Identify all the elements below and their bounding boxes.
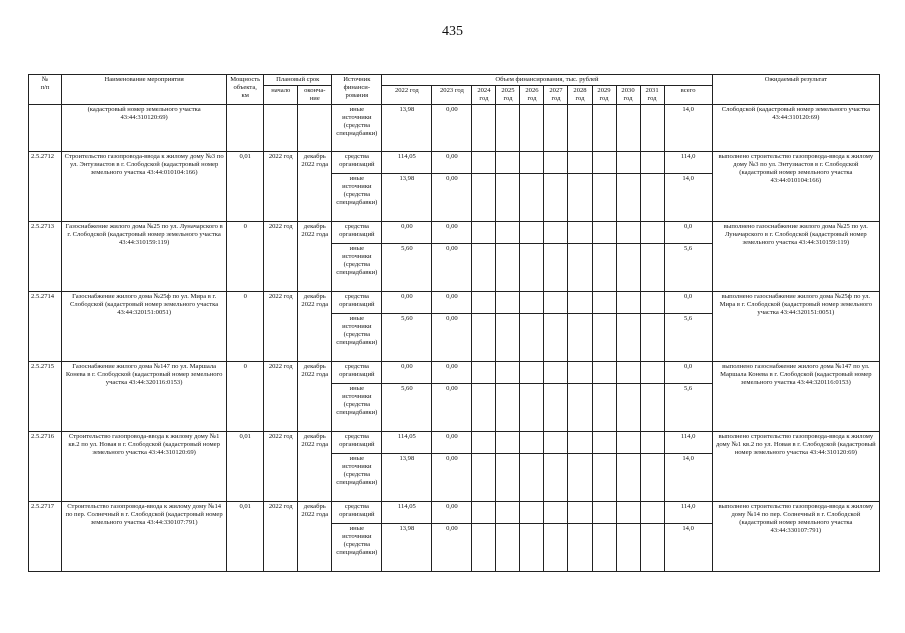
cell-2029 <box>592 502 616 524</box>
cell-total: 0,0 <box>664 292 712 314</box>
cell-2030 <box>616 432 640 454</box>
table-row <box>29 292 880 314</box>
cell-result: выполнено строительство газопровода-ввода к жилому дому №3 по ул. Энтузиастов в г. Слободской (кадастровый номер земельного участка 43:44:010104:166) <box>712 152 879 222</box>
cell-source: иные источники (средства спецнадбавки) <box>332 174 382 222</box>
cell-2023: 0,00 <box>432 502 472 524</box>
header-year-2025: 2025 год <box>496 86 520 105</box>
cell-2023: 0,00 <box>432 524 472 572</box>
cell-2026 <box>520 502 544 524</box>
cell-2030 <box>616 174 640 222</box>
cell-source: иные источники (средства спецнадбавки) <box>332 524 382 572</box>
cell-2023: 0,00 <box>432 362 472 384</box>
cell-source: средства организаций <box>332 222 382 244</box>
header-result: Ожидаемый результат <box>712 75 879 105</box>
cell-2029 <box>592 292 616 314</box>
cell-2025 <box>496 244 520 292</box>
cell-2022: 13,98 <box>382 524 432 572</box>
cell-2030 <box>616 152 640 174</box>
cell-2027 <box>544 152 568 174</box>
cell-2022: 0,00 <box>382 292 432 314</box>
header-year-2028: 2028 год <box>568 86 592 105</box>
cell-2028 <box>568 174 592 222</box>
header-start: начало <box>264 86 298 105</box>
header-year-2023: 2023 год <box>432 86 472 105</box>
cell-2028 <box>568 454 592 502</box>
cell-2025 <box>496 292 520 314</box>
cell-2026 <box>520 105 544 152</box>
cell-total: 5,6 <box>664 314 712 362</box>
cell-source: иные источники (средства спецнадбавки) <box>332 454 382 502</box>
cell-2022: 5,60 <box>382 314 432 362</box>
cell-result: выполнено газоснабжение жилого дома №25ф по ул. Мира в г. Слободской (кадастровый номер земельного участка 43:44:320151:0051) <box>712 292 879 362</box>
cell-2025 <box>496 524 520 572</box>
cell-2027 <box>544 292 568 314</box>
header-funding: Объем финансирования, тыс. рублей <box>382 75 712 86</box>
cell-2022: 114,05 <box>382 432 432 454</box>
cell-2024 <box>472 244 496 292</box>
header-year-2026: 2026 год <box>520 86 544 105</box>
header-year-2022: 2022 год <box>382 86 432 105</box>
page-number: 435 <box>442 24 463 39</box>
cell-end: декабрь 2022 года <box>298 432 332 502</box>
cell-2028 <box>568 432 592 454</box>
cell-2026 <box>520 222 544 244</box>
cell-total: 0,0 <box>664 362 712 384</box>
cell-result: Слободской (кадастровый номер земельного участка 43:44:310120:69) <box>712 105 879 152</box>
cell-no: 2.5.2716 <box>29 432 62 502</box>
cell-2028 <box>568 314 592 362</box>
header-year-2031: 2031 год <box>640 86 664 105</box>
cell-2031 <box>640 244 664 292</box>
cell-2024 <box>472 314 496 362</box>
cell-total: 14,0 <box>664 524 712 572</box>
cell-no: 2.5.2717 <box>29 502 62 572</box>
cell-2024 <box>472 222 496 244</box>
cell-result: выполнено строительство газопровода-ввода к жилому дому №14 по пер. Солнечный в г. Слободской (кадастровый номер земельного участка 43:44:330107:791) <box>712 502 879 572</box>
cell-2029 <box>592 362 616 384</box>
cell-2024 <box>472 524 496 572</box>
cell-2024 <box>472 105 496 152</box>
cell-2027 <box>544 314 568 362</box>
cell-2029 <box>592 454 616 502</box>
cell-2030 <box>616 314 640 362</box>
cell-start: 2022 год <box>264 502 298 572</box>
cell-2024 <box>472 502 496 524</box>
cell-2031 <box>640 174 664 222</box>
cell-2025 <box>496 105 520 152</box>
cell-source: средства организаций <box>332 152 382 174</box>
cell-source: средства организаций <box>332 432 382 454</box>
header-name: Наименование мероприятия <box>62 75 227 105</box>
cell-2027 <box>544 384 568 432</box>
cell-2027 <box>544 362 568 384</box>
cell-2023: 0,00 <box>432 314 472 362</box>
cell-2023: 0,00 <box>432 244 472 292</box>
cell-2031 <box>640 314 664 362</box>
cell-2031 <box>640 454 664 502</box>
cell-2022: 0,00 <box>382 222 432 244</box>
header-capacity: Мощность объекта, км <box>227 75 264 105</box>
cell-2025 <box>496 384 520 432</box>
cell-2028 <box>568 384 592 432</box>
cell-2031 <box>640 524 664 572</box>
header-year-2029: 2029 год <box>592 86 616 105</box>
cell-2022: 5,60 <box>382 244 432 292</box>
cell-source: средства организаций <box>332 362 382 384</box>
cell-total: 14,0 <box>664 105 712 152</box>
cell-2025 <box>496 152 520 174</box>
cell-2024 <box>472 454 496 502</box>
cell-2029 <box>592 244 616 292</box>
cell-2026 <box>520 524 544 572</box>
cell-2025 <box>496 362 520 384</box>
cell-2027 <box>544 105 568 152</box>
cell-2030 <box>616 362 640 384</box>
cell-2031 <box>640 432 664 454</box>
cell-total: 5,6 <box>664 384 712 432</box>
cell-name: Строительство газопровода-ввода к жилому дому №14 по пер. Солнечный в г. Слободской (кадастровый номер земельного участка 43:44:330107:791) <box>62 502 227 572</box>
cell-capacity: 0,01 <box>227 152 264 222</box>
cell-2029 <box>592 432 616 454</box>
table-row <box>29 502 880 524</box>
cell-end: декабрь 2022 года <box>298 502 332 572</box>
cell-2022: 114,05 <box>382 152 432 174</box>
cell-2028 <box>568 524 592 572</box>
cell-source: иные источники (средства спецнадбавки) <box>332 384 382 432</box>
cell-2023: 0,00 <box>432 105 472 152</box>
cell-2022: 13,98 <box>382 105 432 152</box>
cell-2031 <box>640 384 664 432</box>
cell-2025 <box>496 314 520 362</box>
cell-2029 <box>592 384 616 432</box>
cell-2025 <box>496 174 520 222</box>
header-year-2027: 2027 год <box>544 86 568 105</box>
cell-total: 0,0 <box>664 222 712 244</box>
cell-total: 114,0 <box>664 432 712 454</box>
cell-2027 <box>544 454 568 502</box>
cell-2030 <box>616 502 640 524</box>
cell-2030 <box>616 105 640 152</box>
cell-2024 <box>472 292 496 314</box>
cell-start: 2022 год <box>264 152 298 222</box>
cell-no: 2.5.2714 <box>29 292 62 362</box>
cell-2024 <box>472 152 496 174</box>
cell-2023: 0,00 <box>432 384 472 432</box>
cell-2031 <box>640 152 664 174</box>
cell-result: выполнено газоснабжение жилого дома №25 по ул. Луначарского в г. Слободской (кадастровый номер земельного участка 43:44:310159:119) <box>712 222 879 292</box>
header-source: Источник финанси- рования <box>332 75 382 105</box>
cell-capacity <box>227 105 264 152</box>
table-row <box>29 362 880 384</box>
cell-2029 <box>592 314 616 362</box>
header-no: № п/п <box>29 75 62 105</box>
cell-2030 <box>616 244 640 292</box>
header-end: оконча- ние <box>298 86 332 105</box>
cell-start: 2022 год <box>264 292 298 362</box>
cell-no: 2.5.2715 <box>29 362 62 432</box>
cell-source: иные источники (средства спецнадбавки) <box>332 105 382 152</box>
cell-source: средства организаций <box>332 292 382 314</box>
cell-2027 <box>544 502 568 524</box>
cell-2026 <box>520 174 544 222</box>
cell-start: 2022 год <box>264 222 298 292</box>
cell-2029 <box>592 524 616 572</box>
cell-2026 <box>520 244 544 292</box>
cell-no: 2.5.2713 <box>29 222 62 292</box>
cell-2022: 5,60 <box>382 384 432 432</box>
cell-2026 <box>520 362 544 384</box>
cell-2027 <box>544 244 568 292</box>
cell-2028 <box>568 222 592 244</box>
cell-name: Строительство газопровода-ввода к жилому дому №1 кв.2 по ул. Новая в г. Слободской (кадастровый номер земельного участка 43:44:310120:69) <box>62 432 227 502</box>
header-period: Плановый срок <box>264 75 332 86</box>
cell-2028 <box>568 292 592 314</box>
cell-name: Газоснабжение жилого дома №25ф по ул. Мира в г. Слободской (кадастровый номер земельного участка 43:44:320151:0051) <box>62 292 227 362</box>
cell-start: 2022 год <box>264 362 298 432</box>
cell-2027 <box>544 222 568 244</box>
cell-name: (кадастровый номер земельного участка 43:44:310120:69) <box>62 105 227 152</box>
cell-2031 <box>640 222 664 244</box>
cell-2029 <box>592 222 616 244</box>
cell-name: Газоснабжение жилого дома №25 по ул. Луначарского в г. Слободской (кадастровый номер земельного участка 43:44:310159:119) <box>62 222 227 292</box>
header-year-2030: 2030 год <box>616 86 640 105</box>
cell-2028 <box>568 105 592 152</box>
cell-2030 <box>616 384 640 432</box>
cell-total: 14,0 <box>664 454 712 502</box>
cell-2026 <box>520 384 544 432</box>
cell-2031 <box>640 502 664 524</box>
cell-2023: 0,00 <box>432 174 472 222</box>
cell-result: выполнено строительство газопровода-ввода к жилому дому №1 кв.2 по ул. Новая в г. Слободской (кадастровый номер земельного участка 43:44:310120:69) <box>712 432 879 502</box>
cell-2022: 0,00 <box>382 362 432 384</box>
cell-2030 <box>616 454 640 502</box>
cell-2025 <box>496 502 520 524</box>
cell-end: декабрь 2022 года <box>298 292 332 362</box>
cell-2028 <box>568 244 592 292</box>
cell-2023: 0,00 <box>432 292 472 314</box>
cell-end: декабрь 2022 года <box>298 152 332 222</box>
cell-total: 114,0 <box>664 502 712 524</box>
cell-2025 <box>496 432 520 454</box>
cell-2025 <box>496 454 520 502</box>
financing-table <box>28 74 880 572</box>
cell-no <box>29 105 62 152</box>
cell-2030 <box>616 292 640 314</box>
cell-end: декабрь 2022 года <box>298 362 332 432</box>
cell-source: иные источники (средства спецнадбавки) <box>332 244 382 292</box>
cell-2027 <box>544 524 568 572</box>
cell-2023: 0,00 <box>432 454 472 502</box>
cell-2028 <box>568 152 592 174</box>
cell-2026 <box>520 314 544 362</box>
cell-name: Газоснабжение жилого дома №147 по ул. Маршала Конева в г. Слободской (кадастровый номер земельного участка 43:44:320116:0153) <box>62 362 227 432</box>
cell-name: Строительство газопровода-ввода к жилому дому №3 по ул. Энтузиастов в г. Слободской (кадастровый номер земельного участка 43:44:010104:166) <box>62 152 227 222</box>
cell-2030 <box>616 222 640 244</box>
cell-2027 <box>544 174 568 222</box>
cell-2022: 13,98 <box>382 454 432 502</box>
cell-2026 <box>520 454 544 502</box>
cell-2031 <box>640 292 664 314</box>
cell-capacity: 0 <box>227 292 264 362</box>
cell-no: 2.5.2712 <box>29 152 62 222</box>
cell-2031 <box>640 105 664 152</box>
header-year-2024: 2024 год <box>472 86 496 105</box>
cell-2026 <box>520 292 544 314</box>
cell-2025 <box>496 222 520 244</box>
cell-end <box>298 105 332 152</box>
cell-2023: 0,00 <box>432 222 472 244</box>
cell-total: 14,0 <box>664 174 712 222</box>
cell-start: 2022 год <box>264 432 298 502</box>
table-row <box>29 222 880 244</box>
cell-result: выполнено газоснабжение жилого дома №147 по ул. Маршала Конева в г. Слободской (кадастровый номер земельного участка 43:44:320116:0153) <box>712 362 879 432</box>
cell-total: 5,6 <box>664 244 712 292</box>
cell-2023: 0,00 <box>432 152 472 174</box>
cell-source: средства организаций <box>332 502 382 524</box>
table-body <box>29 105 880 572</box>
cell-2022: 13,98 <box>382 174 432 222</box>
table-header <box>29 75 880 105</box>
cell-capacity: 0,01 <box>227 432 264 502</box>
cell-2024 <box>472 174 496 222</box>
table-row <box>29 152 880 174</box>
cell-2029 <box>592 105 616 152</box>
cell-2029 <box>592 174 616 222</box>
cell-2023: 0,00 <box>432 432 472 454</box>
cell-2028 <box>568 362 592 384</box>
cell-capacity: 0,01 <box>227 502 264 572</box>
cell-2026 <box>520 152 544 174</box>
cell-2022: 114,05 <box>382 502 432 524</box>
cell-end: декабрь 2022 года <box>298 222 332 292</box>
cell-2031 <box>640 362 664 384</box>
header-total: всего <box>664 86 712 105</box>
cell-2030 <box>616 524 640 572</box>
cell-2024 <box>472 362 496 384</box>
cell-2024 <box>472 432 496 454</box>
table-row-carry-over <box>29 105 880 152</box>
cell-2028 <box>568 502 592 524</box>
cell-2026 <box>520 432 544 454</box>
cell-capacity: 0 <box>227 222 264 292</box>
cell-2027 <box>544 432 568 454</box>
cell-capacity: 0 <box>227 362 264 432</box>
cell-source: иные источники (средства спецнадбавки) <box>332 314 382 362</box>
cell-start <box>264 105 298 152</box>
cell-total: 114,0 <box>664 152 712 174</box>
table-row <box>29 432 880 454</box>
cell-2024 <box>472 384 496 432</box>
cell-2029 <box>592 152 616 174</box>
